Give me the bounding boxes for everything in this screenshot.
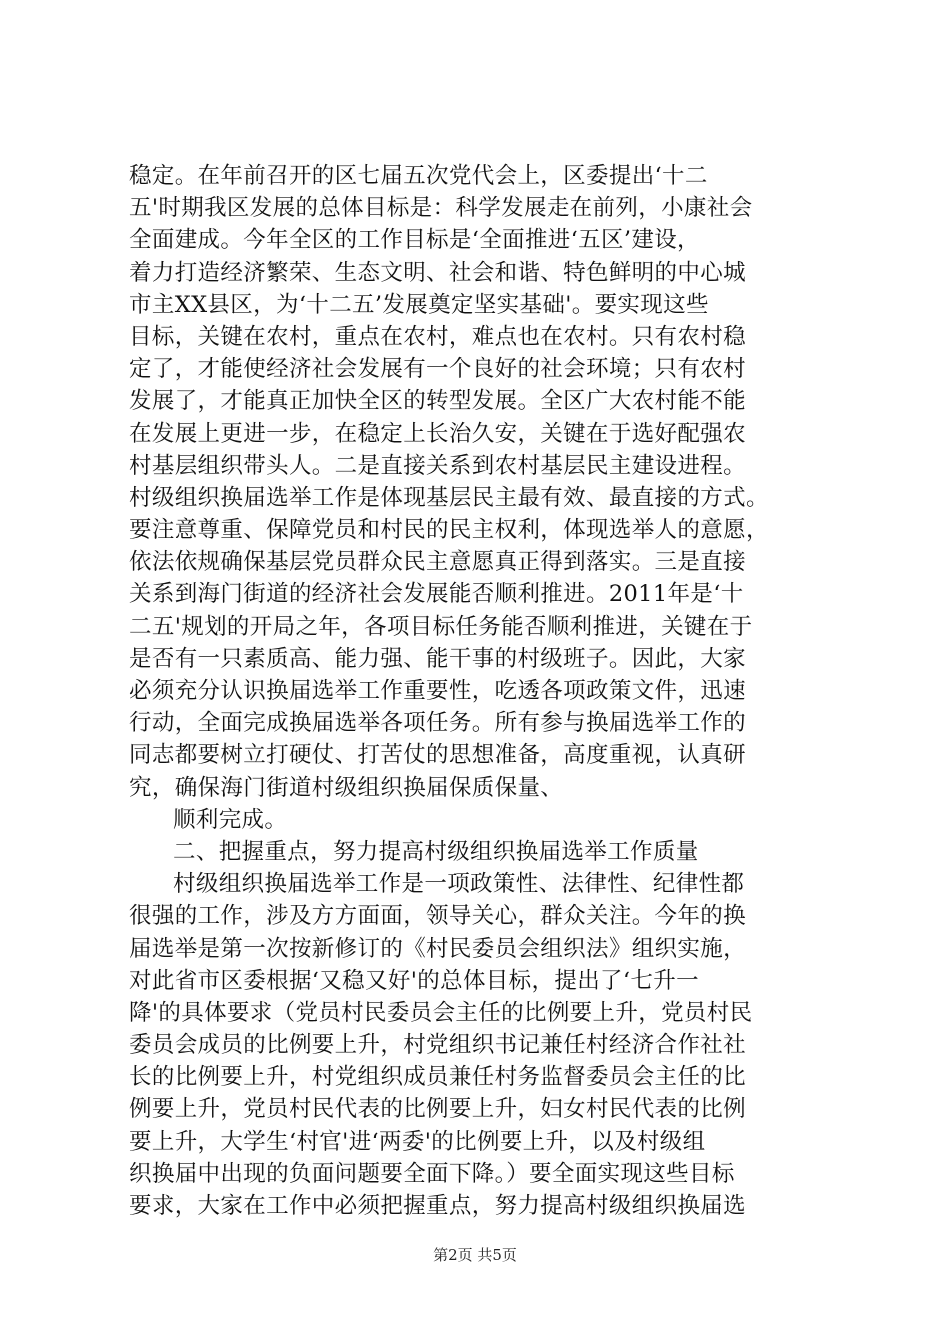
text-line: 市主XX县区，为‘十二五’发展奠定坚实基础'。要实现这些 bbox=[129, 291, 709, 318]
text-line: 全面建成。今年全区的工作目标是‘全面推进‘五区’建设， bbox=[129, 227, 700, 254]
page-footer: 第2页 共5页 bbox=[433, 1246, 517, 1264]
text-line: 要注意尊重、保障党员和村民的民主权利，体现选举人的意愿， bbox=[129, 517, 769, 544]
text-line: 要求，大家在工作中必须把握重点，努力提高村级组织换届选 bbox=[129, 1193, 746, 1219]
text-line: 定了，才能使经济社会发展有一个良好的社会环境；只有农村 bbox=[129, 356, 746, 383]
text-line: 依法依规确保基层党员群众民主意愿真正得到落实。三是直接 bbox=[129, 549, 746, 576]
document-body bbox=[129, 160, 834, 1222]
text-line: 村级组织换届选举工作是一项政策性、法律性、纪律性都 bbox=[173, 871, 745, 898]
text-line: 究，确保海门街道村级组织换届保质保量、 bbox=[129, 774, 564, 801]
text-line: 二、把握重点，努力提高村级组织换届选举工作质量 bbox=[173, 838, 699, 865]
text-line: 届选举是第一次按新修订的《村民委员会组织法》组织实施， bbox=[129, 935, 746, 962]
text-line: 要上升，大学生‘村官'进‘两委'的比例要上升，以及村级组 bbox=[129, 1128, 706, 1155]
text-line: 委员会成员的比例要上升，村党组织书记兼任村经济合作社社 bbox=[129, 1032, 746, 1059]
text-line: 是否有一只素质高、能力强、能干事的村级班子。因此，大家 bbox=[129, 645, 746, 672]
text-line: 发展了，才能真正加快全区的转型发展。全区广大农村能不能 bbox=[129, 388, 746, 415]
text-line: 例要上升，党员村民代表的比例要上升，妇女村民代表的比例 bbox=[129, 1096, 746, 1123]
text-line: 村基层组织带头人。二是直接关系到农村基层民主建设进程。 bbox=[129, 452, 746, 479]
text-line: 行动，全面完成换届选举各项任务。所有参与换届选举工作的 bbox=[129, 710, 746, 737]
text-line: 着力打造经济繁荣、生态文明、社会和谐、特色鲜明的中心城 bbox=[129, 259, 746, 286]
text-line: 顺利完成。 bbox=[173, 806, 288, 833]
text-line: 织换届中出现的负面问题要全面下降。）要全面实现这些目标 bbox=[129, 1160, 735, 1187]
text-line: 降'的具体要求（党员村民委员会主任的比例要上升，党员村民 bbox=[129, 999, 753, 1026]
text-line: 村级组织换届选举工作是体现基层民主最有效、最直接的方式。 bbox=[129, 484, 769, 511]
text-line: 在发展上更进一步，在稳定上长治久安，关键在于选好配强农 bbox=[129, 420, 746, 447]
text-line: 稳定。在年前召开的区七届五次党代会上，区委提出‘十二 bbox=[129, 163, 708, 189]
text-line: 很强的工作，涉及方方面面，领导关心，群众关注。今年的换 bbox=[129, 903, 746, 930]
text-line: 必须充分认识换届选举工作重要性，吃透各项政策文件，迅速 bbox=[129, 678, 746, 704]
text-line: 关系到海门街道的经济社会发展能否顺利推进。2011年是‘十 bbox=[129, 581, 744, 608]
text-line: 目标，关键在农村，重点在农村，难点也在农村。只有农村稳 bbox=[129, 323, 746, 350]
text-line: 五'时期我区发展的总体目标是：科学发展走在前列，小康社会 bbox=[129, 195, 753, 222]
text-line: 二五'规划的开局之年，各项目标任务能否顺利推进，关键在于 bbox=[129, 613, 753, 640]
text-line: 对此省市区委根据‘又稳又好'的总体目标，提出了‘七升一 bbox=[129, 967, 699, 994]
text-line: 同志都要树立打硬仗、打苦仗的思想准备，高度重视，认真研 bbox=[129, 742, 746, 769]
text-line: 长的比例要上升，村党组织成员兼任村务监督委员会主任的比 bbox=[129, 1064, 746, 1091]
